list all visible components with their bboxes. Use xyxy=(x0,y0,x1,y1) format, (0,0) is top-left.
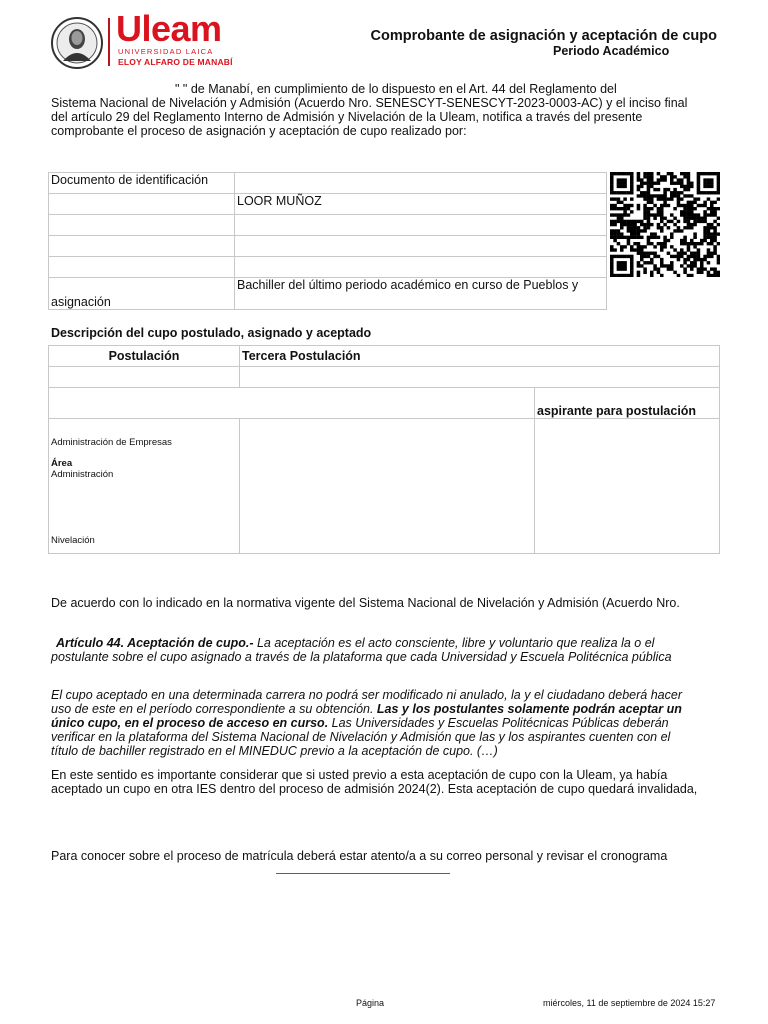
table-cell xyxy=(49,388,535,419)
articulo-44-paragraph xyxy=(51,636,721,664)
university-seal-icon xyxy=(51,17,103,69)
table-row xyxy=(49,173,607,194)
aspirante-cell: aspirante para postulación xyxy=(535,388,720,419)
intro-line: " " de Manabí, en cumplimiento de lo dispuesto en el Art. 44 del Reglamento del xyxy=(175,82,617,96)
table-cell xyxy=(535,419,720,554)
table-row xyxy=(49,419,720,554)
paragraph-text: Las Universidades y Escuelas Politécnicas Públicas deberán xyxy=(328,716,669,730)
cupo-aceptado-paragraph xyxy=(51,688,721,758)
column-header-tercera: Tercera Postulación xyxy=(240,346,720,367)
emphasis-text: único cupo, en el proceso de acceso en curso. xyxy=(51,716,329,730)
emphasis-text: Las y los postulantes solamente podrán aceptar un xyxy=(376,702,682,716)
carrera-cell xyxy=(49,419,240,554)
table-cell xyxy=(240,367,720,388)
table-cell xyxy=(235,257,607,278)
table-cell: Bachiller del último periodo académico en curso de Pueblos y xyxy=(235,278,607,310)
paragraph-line: En este sentido es importante considerar que si usted previo a esta aceptación de cupo con la Uleam, ya había xyxy=(51,768,668,782)
articulo-title: Artículo 44. Aceptación de cupo.- xyxy=(56,636,254,650)
logo-wordmark: Uleam xyxy=(116,8,222,49)
table-row xyxy=(49,278,607,310)
carrera-name: Administración de Empresas xyxy=(51,437,172,448)
table-cell xyxy=(49,257,235,278)
table-row xyxy=(49,346,720,367)
footer-page-label: Página xyxy=(356,998,385,1008)
area-value: Administración xyxy=(51,469,114,480)
intro-paragraph xyxy=(51,82,721,138)
table-cell xyxy=(235,173,607,194)
table-cell xyxy=(49,215,235,236)
table-cell: asignación xyxy=(49,278,235,310)
paragraph-line: aceptado un cupo en otra IES dentro del proceso de admisión 2024(2). Esta aceptación de cupo quedará invalidada, xyxy=(51,782,698,796)
table-row xyxy=(49,367,720,388)
document-title: Comprobante de asignación y aceptación de cupo xyxy=(370,28,717,44)
nivelacion-label: Nivelación xyxy=(51,535,95,546)
section-heading: Descripción del cupo postulado, asignado y aceptado xyxy=(51,326,372,340)
table-row xyxy=(49,215,607,236)
academic-period: Periodo Académico xyxy=(553,44,670,58)
paragraph-line: verificar en la plataforma del Sistema Nacional de Nivelación y Admisión que las y los aspirantes cuenten con el xyxy=(51,730,671,744)
footer-date: miércoles, 11 de septiembre de 2024 15:27 xyxy=(543,998,716,1008)
matricula-paragraph: Para conocer sobre el proceso de matrícula deberá estar atento/a a su correo personal y revisar el cronograma xyxy=(51,849,668,863)
table-cell xyxy=(240,419,535,554)
logo-subtitle: UNIVERSIDAD LAICA xyxy=(118,47,214,56)
table-row xyxy=(49,236,607,257)
intro-line: Sistema Nacional de Nivelación y Admisión (Acuerdo Nro. SENESCYT-SENESCYT-2023-0003-AC) y el inciso final xyxy=(51,96,688,110)
table-cell xyxy=(235,215,607,236)
table-cell xyxy=(235,236,607,257)
qr-code-icon xyxy=(610,172,720,277)
sentido-paragraph xyxy=(51,768,721,796)
table-cell: Documento de identificación xyxy=(49,173,235,194)
articulo-text: La aceptación es el acto consciente, libre y voluntario que realiza la o el xyxy=(253,636,655,650)
link-underline[interactable] xyxy=(276,873,450,874)
intro-line: comprobante el proceso de asignación y aceptación de cupo realizado por: xyxy=(51,124,467,138)
table-cell xyxy=(49,236,235,257)
table-cell xyxy=(49,194,235,215)
identification-table xyxy=(48,172,607,310)
paragraph-line: título de bachiller registrado en el MINEDUC previo a la aceptación de cupo. (…) xyxy=(51,744,498,758)
logo-divider xyxy=(108,18,110,66)
area-label: Área xyxy=(51,458,73,469)
intro-line: del artículo 29 del Reglamento Interno de Admisión y Nivelación de la Uleam, notifica a través del presente xyxy=(51,110,643,124)
logo-subtitle-bold: ELOY ALFARO DE MANABÍ xyxy=(118,57,233,67)
articulo-text: postulante sobre el cupo asignado a través de la plataforma que cada Universidad y Escuela Politécnica pública xyxy=(51,650,672,664)
paragraph-line: El cupo aceptado en una determinada carrera no podrá ser modificado ni anulado, la y el ciudadano deberá hacer xyxy=(51,688,682,702)
table-row xyxy=(49,257,607,278)
student-name-cell: LOOR MUÑOZ xyxy=(235,194,607,215)
table-cell xyxy=(49,367,240,388)
table-row xyxy=(49,194,607,215)
acuerdo-paragraph: De acuerdo con lo indicado en la normativa vigente del Sistema Nacional de Nivelación y Admisión (Acuerdo Nro. xyxy=(51,596,680,610)
paragraph-text: uso de este en el período correspondiente a su obtención. xyxy=(51,702,377,716)
cupo-table xyxy=(48,345,720,554)
column-header-postulacion: Postulación xyxy=(49,346,240,367)
table-row xyxy=(49,388,720,419)
